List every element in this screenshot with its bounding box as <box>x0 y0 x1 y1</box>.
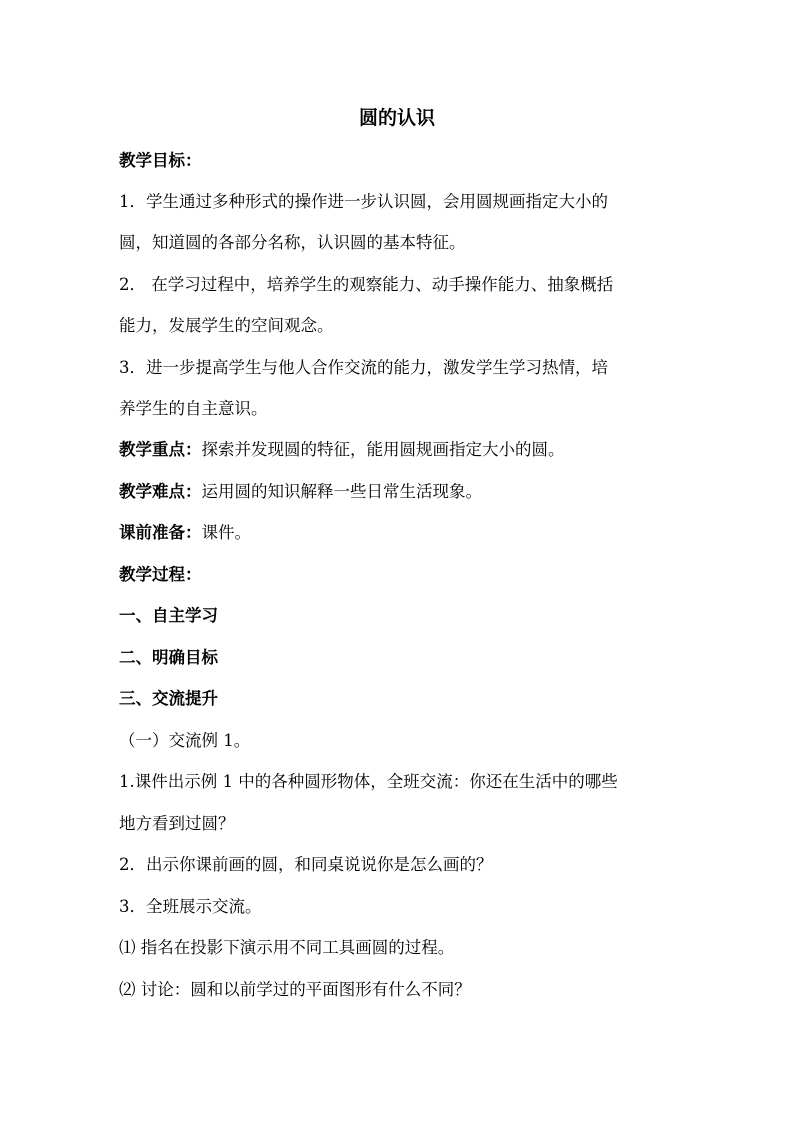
goal-3-line-1: 3．进一步提高学生与他人合作交流的能力，激发学生学习热情，培 <box>119 358 608 377</box>
prep-text: 课件。 <box>201 523 251 542</box>
key-point-text: 探索并发现圆的特征，能用圆规画指定大小的圆。 <box>201 440 565 459</box>
section-2-heading: 二、明确目标 <box>119 648 218 667</box>
prep-line <box>119 520 251 546</box>
item-1-line-1: 1.课件出示例 1 中的各种圆形物体，全班交流：你还在生活中的哪些 <box>119 772 618 791</box>
difficulty-text: 运用圆的知识解释一些日常生活现象。 <box>201 482 482 501</box>
goals-heading: 教学目标： <box>119 151 202 170</box>
section-1-heading: 一、自主学习 <box>119 606 218 625</box>
item-1-line-2: 地方看到过圆？ <box>119 814 235 833</box>
subsection-1-heading: （一）交流例 1。 <box>119 731 251 750</box>
goal-2-line-2: 能力，发展学生的空间观念。 <box>119 316 334 335</box>
item-3: 3．全班展示交流。 <box>119 897 262 916</box>
sub-item-2: ⑵ 讨论：圆和以前学过的平面图形有什么不同？ <box>119 980 471 999</box>
key-point-line <box>119 437 565 463</box>
goal-3-line-2: 养学生的自主意识。 <box>119 399 268 418</box>
section-3-heading: 三、交流提升 <box>119 689 218 708</box>
goal-1-line-1: 1．学生通过多种形式的操作进一步认识圆，会用圆规画指定大小的 <box>119 192 608 211</box>
prep-label: 课前准备： <box>119 523 202 542</box>
goal-1-line-2: 圆，知道圆的各部分名称，认识圆的基本特征。 <box>119 233 466 252</box>
document-title: 圆的认识 <box>358 107 435 129</box>
key-point-label: 教学重点： <box>119 440 202 459</box>
difficulty-label: 教学难点： <box>119 482 202 501</box>
process-heading: 教学过程： <box>119 565 202 584</box>
item-2: 2．出示你课前画的圆，和同桌说说你是怎么画的？ <box>119 855 493 874</box>
difficulty-line <box>119 479 482 505</box>
goal-2-line-1: 2． 在学习过程中，培养学生的观察能力、动手操作能力、抽象概括 <box>119 275 614 294</box>
sub-item-1: ⑴ 指名在投影下演示用不同工具画圆的过程。 <box>119 938 455 957</box>
